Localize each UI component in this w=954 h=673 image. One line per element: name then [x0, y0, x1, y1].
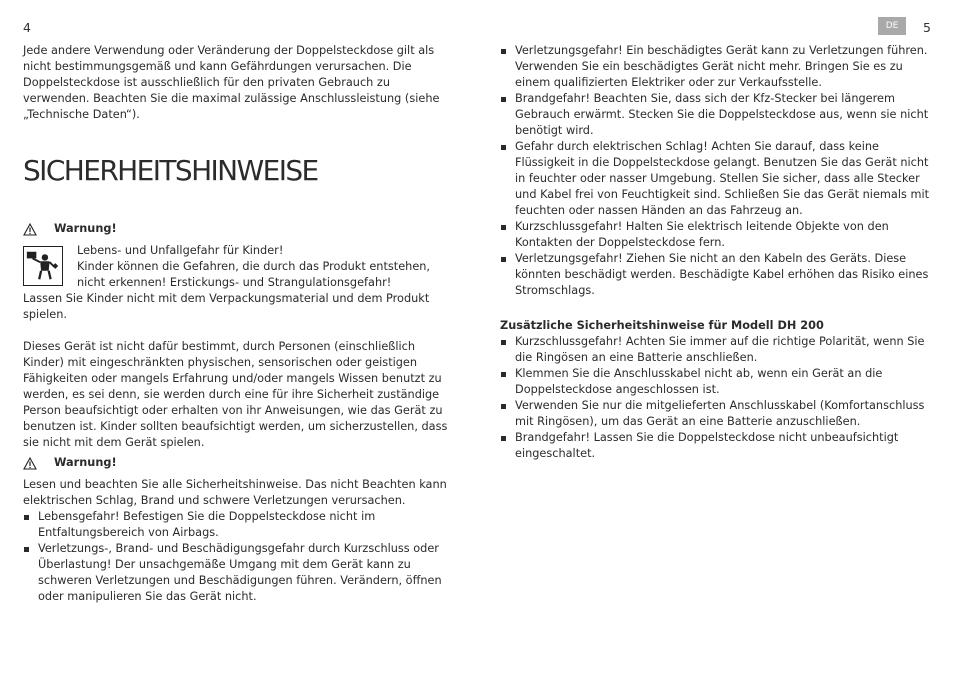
child-warning-line: Kinder können die Gefahren, die durch das Produkt entstehen,	[77, 260, 431, 273]
intro-paragraph: Jede andere Verwendung oder Veränderung der Doppelsteckdose gilt als nicht bestimmungsgemäß und kann Gefährdungen verursachen. Die Doppelsteckdose ist ausschließlich für den privaten Gebrauch zu verwenden. Beachten Sie die maximal zulässige Anschlussleistung (siehe „Technische Daten“).	[23, 44, 440, 121]
right-page	[477, 0, 954, 673]
list-item: Verwenden Sie nur die mitgelieferten Anschlusskabel (Komfortanschluss mit Ringösen), um das Gerät an eine Batterie anzuschließen.	[500, 398, 932, 430]
page-number: 5	[923, 20, 931, 35]
list-item: Klemmen Sie die Anschlusskabel nicht ab, wenn ein Gerät an die Doppelsteckdose angeschlossen ist.	[500, 366, 932, 398]
warning-label: Warnung!	[54, 222, 117, 235]
warning-label: Warnung!	[54, 456, 117, 469]
list-item: Gefahr durch elektrischen Schlag! Achten Sie darauf, dass keine Flüssigkeit in die Doppelsteckdose gelangt. Benutzen Sie das Gerät nicht in feuchter oder nasser Umgebung. Stellen Sie sicher, dass alle Stecker und Kabel frei von Feuchtigkeit sind. Schließen Sie das Gerät niemals mit feuchten oder nassen Händen an das Fahrzeug an.	[500, 139, 932, 219]
list-item: Kurzschlussgefahr! Halten Sie elektrisch leitende Objekte von den Kontakten der Doppelsteckdose fern.	[500, 219, 932, 251]
list-item: Lebensgefahr! Befestigen Sie die Doppelsteckdose nicht im Entfaltungsbereich von Airbags.	[23, 509, 457, 541]
model-section	[500, 318, 932, 462]
warning-list	[23, 509, 457, 605]
page-number: 4	[23, 20, 31, 35]
list-item: Brandgefahr! Lassen Sie die Doppelsteckdose nicht unbeaufsichtigt eingeschaltet.	[500, 430, 932, 462]
child-warning-line: nicht erkennen! Erstickungs- und Strangulationsgefahr!	[77, 276, 392, 289]
child-warning-text	[77, 243, 430, 291]
title-section	[23, 155, 457, 187]
list-item: Verletzungs-, Brand- und Beschädigungsgefahr durch Kurzschluss oder Überlastung! Der unsachgemäße Umgang mit dem Gerät kann zu schweren Verletzungen und Beschädigungen führen. Verändern, öffnen oder manipulieren Sie das Gerät nicht.	[23, 541, 457, 605]
packaging-warning: Lassen Sie Kinder nicht mit dem Verpackungsmaterial und dem Produkt spielen.	[23, 292, 430, 321]
model-safety-list	[500, 334, 932, 462]
page-title: SICHERHEITSHINWEISE	[23, 154, 318, 187]
warning-heading	[23, 221, 457, 237]
intro-section	[23, 43, 457, 123]
warning-block-2	[23, 455, 457, 605]
warning-triangle-icon	[23, 457, 37, 470]
warning-heading	[23, 455, 457, 471]
child-warning-line: Lebens- und Unfallgefahr für Kinder!	[77, 244, 284, 257]
child-warning	[23, 243, 457, 291]
warning-block-1	[23, 221, 457, 451]
section-subheading: Zusätzliche Sicherheitshinweise für Modell DH 200	[500, 319, 824, 332]
safety-list	[500, 43, 932, 299]
warning-triangle-icon	[23, 223, 37, 236]
list-item: Verletzungsgefahr! Ein beschädigtes Gerät kann zu Verletzungen führen. Verwenden Sie ein beschädigtes Gerät nicht mehr. Bringen Sie es zu einem qualifizierten Elektriker oder zur Verkaufsstelle.	[500, 43, 932, 91]
safety-list-section	[500, 43, 932, 299]
supervision-paragraph: Dieses Gerät ist nicht dafür bestimmt, durch Personen (einschließlich Kinder) mit eingeschränkten physischen, sensorischen oder geistigen Fähigkeiten oder mangels Erfahrung und/oder mangels Wissen benutzt zu werden, es sei denn, sie werden durch eine für ihre Sicherheit zuständige Person beaufsichtigt oder erhalten von ihr Anweisungen, wie das Gerät zu benutzen ist. Kinder sollten beaufsichtigt werden, um sicherzustellen, dass sie nicht mit dem Gerät spielen.	[23, 340, 448, 449]
list-item: Verletzungsgefahr! Ziehen Sie nicht an den Kabeln des Geräts. Diese könnten beschädigt werden. Beschädigte Kabel erhöhen das Risiko eines Stromschlags.	[500, 251, 932, 299]
child-hazard-icon	[23, 246, 63, 286]
list-item: Brandgefahr! Beachten Sie, dass sich der Kfz-Stecker bei längerem Gebrauch erwärmt. Stecken Sie die Doppelsteckdose aus, wenn sie nicht benötigt wird.	[500, 91, 932, 139]
warning-intro: Lesen und beachten Sie alle Sicherheitshinweise. Das nicht Beachten kann elektrischen Schlag, Brand und schwere Verletzungen verursachen.	[23, 478, 447, 507]
language-tab: DE	[878, 17, 906, 35]
list-item: Kurzschlussgefahr! Achten Sie immer auf die richtige Polarität, wenn Sie die Ringösen an eine Batterie anschließen.	[500, 334, 932, 366]
